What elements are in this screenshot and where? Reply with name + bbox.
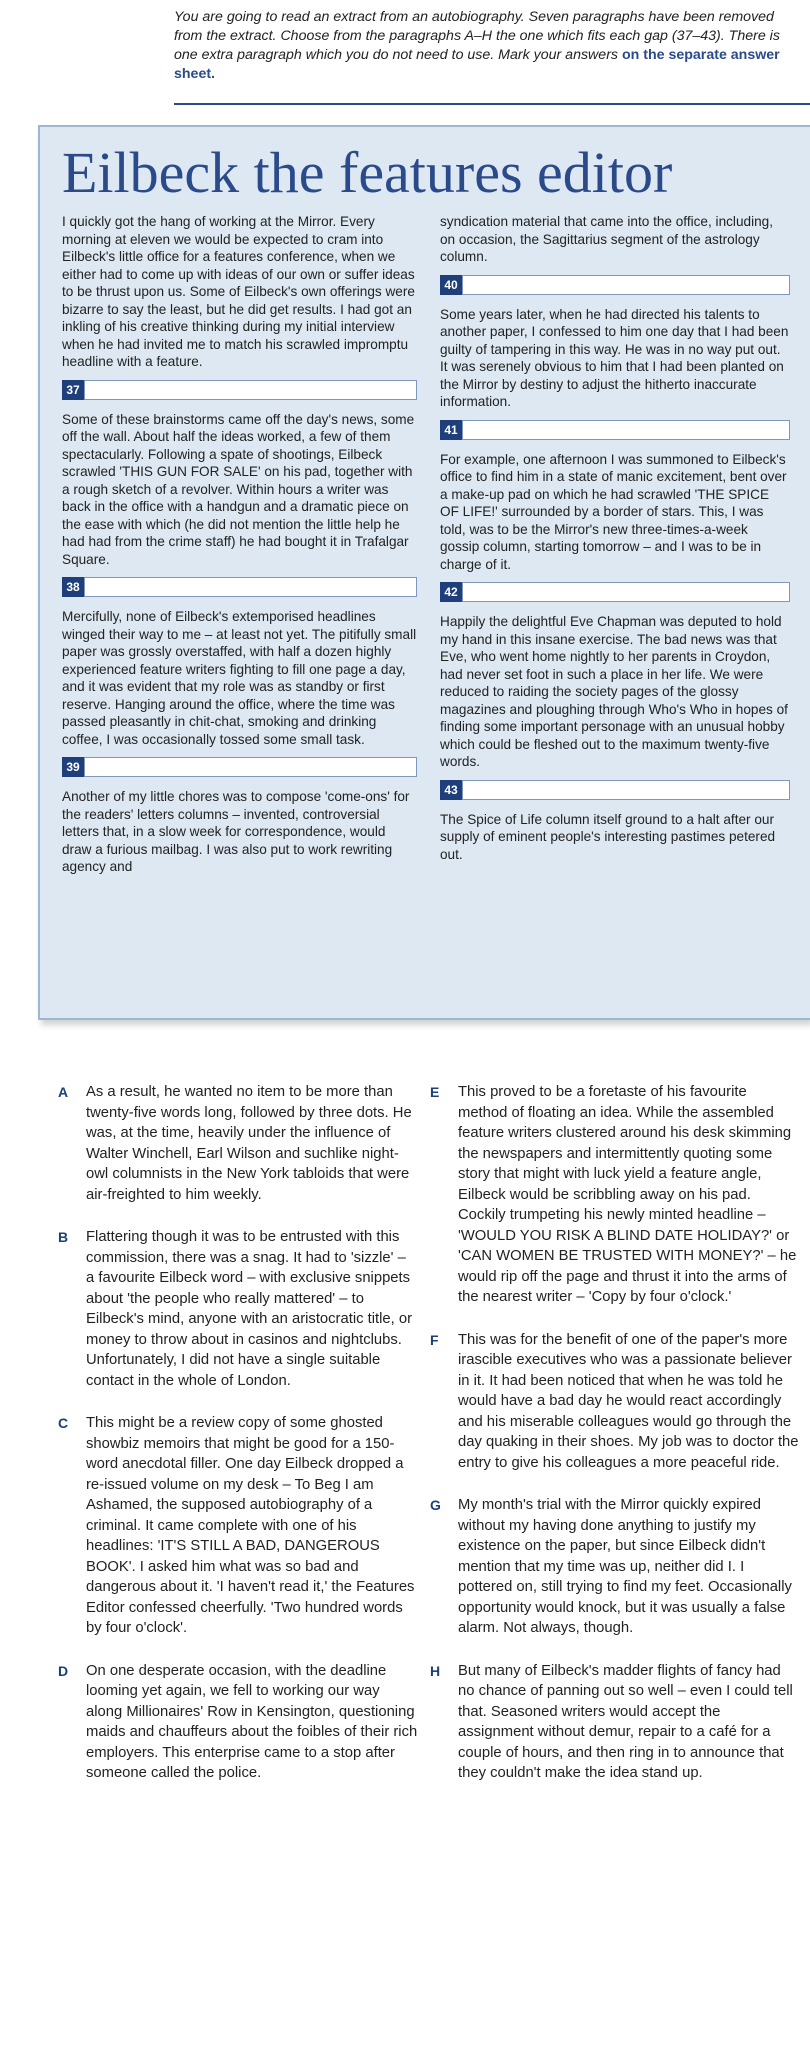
option-text: But many of Eilbeck's madder flights of fancy had no chance of panning out so well – even I could tell that. Seasoned writers would accept the assignment without demur, repair to a café for a couple of hours, and then ring in to announce that they couldn't make the idea stand up. [458, 1662, 793, 1781]
option-e [430, 1082, 800, 1308]
gap-answer-box[interactable] [84, 577, 417, 597]
gap-answer-box[interactable] [462, 582, 790, 602]
option-h [430, 1661, 800, 1784]
gap-number: 41 [440, 420, 462, 440]
gap-number: 39 [62, 757, 84, 777]
answer-sheet-note: on the separate answer sheet. [174, 47, 780, 82]
instructions-divider [174, 103, 810, 105]
gap-37[interactable] [62, 380, 417, 400]
task-instructions [174, 8, 804, 84]
article-paragraph: Happily the delightful Eve Chapman was deputed to hold my hand in this insane exercise. The bad news was that Eve, who went home nightly to her parents in Croydon, had never set foot in such a place in her life. We were reduced to raiding the society pages of the glossy magazines and ploughing through Who's Who in hopes of finding some important personage with an unusual hobby which could be fleshed out to the maximum twenty-five words. [440, 614, 788, 769]
option-letter: A [58, 1084, 69, 1100]
article-paragraph: Some years later, when he had directed his talents to another paper, I confessed to him one day that I had been guilty of tampering in this way. He was in no way put out. It was serenely obvious to him that I had been planted on the Mirror by destiny to adjust the hitherto inaccurate information. [440, 306, 789, 409]
option-f [430, 1330, 800, 1474]
gap-answer-box[interactable] [462, 420, 790, 440]
option-text: This proved to be a foretaste of his favourite method of floating an idea. While the assembled feature writers clustered around his desk skimming the newspapers and intermittently quoting some story that might with luck yield a feature angle, Eilbeck would be scribbling away on his pad. Cockily trumpeting his newly minted headline – 'WOULD YOU RISK A BLIND DATE HOLIDAY?' or 'CAN WOMEN BE TRUSTED WITH MONEY?' – he would rip off the page and thrust it into the arms of the nearest writer – 'Copy by four o'clock.' [458, 1084, 797, 1305]
option-text: Flattering though it was to be entrusted with this commission, there was a snag. It had to 'sizzle' – a favourite Eilbeck word – with exclusive snippets about 'the people who really mattered' – to Eilbeck's mind, anyone with an aristocratic title, or money to throw about in casinos and nightclubs. Unfortunately, I did not have a single suitable contact in the whole of London. [86, 1229, 413, 1389]
gap-number: 38 [62, 577, 84, 597]
option-letter: H [430, 1662, 441, 1679]
gap-number: 37 [62, 380, 84, 400]
article-panel [38, 125, 810, 1020]
gap-answer-box[interactable] [462, 780, 790, 800]
gap-answer-box[interactable] [84, 757, 417, 777]
option-text: My month's trial with the Mirror quickly expired without my having done anything to justify my existence on the paper, but since Eilbeck didn't mention that my time was up, neither did I. I pottered on, still trying to find my feet. Occasionally opportunity would knock, but it was usually a false alarm. Not always, though. [458, 1497, 792, 1636]
option-d [58, 1661, 418, 1784]
options-right-column [430, 1082, 800, 1806]
gap-41[interactable] [440, 420, 790, 440]
gap-number: 40 [440, 275, 462, 295]
article-paragraph: Some of these brainstorms came off the day's news, some off the wall. About half the ideas worked, a few of them spectacularly. Following a spate of shootings, Eilbeck scrawled 'THIS GUN FOR SALE' on his pad, together with a rough sketch of a revolver. Within hours a writer was back in the office with a handgun and a dramatic piece on the ease with which (he did not mention the little help he had had from the crime staff) he had bought it in Trafalgar Square. [62, 411, 415, 567]
gap-answer-box[interactable] [84, 380, 417, 400]
gap-43[interactable] [440, 780, 790, 800]
gap-42[interactable] [440, 582, 790, 602]
option-text: This was for the benefit of one of the paper's more irascible executives who was a passionate believer in it. It had been noticed that when he was told he would have a bad day he would react accordingly and his miserable colleagues would go through the day quaking in their shoes. My job was to doctor the entry to give his colleagues a more peaceful ride. [458, 1331, 799, 1471]
option-text: As a result, he wanted no item to be more than twenty-five words long, followed by three dots. He was, at the time, heavily under the influence of Walter Winchell, Earl Wilson and suchlike night-owl columnists in the New York tabloids that were air-freighted to him weekly. [86, 1084, 412, 1203]
article-paragraph: Mercifully, none of Eilbeck's extemporised headlines winged their way to me – at least not yet. The pitifully small paper was grossly overstaffed, with half a dozen highly experienced feature writers fighting to fill one page a day, and it was evident that my role was as standby or first reserve. Hanging around the office, where the time was passed pleasantly in chit-chat, smoking and drinking coffee, I was occasionally tossed some small task. [62, 609, 417, 747]
option-c [58, 1413, 418, 1639]
option-letter: B [58, 1229, 69, 1245]
options-left-column [58, 1082, 418, 1806]
article-paragraph: The Spice of Life column itself ground to a halt after our supply of eminent people's interesting pastimes petered out. [440, 811, 776, 862]
option-b [58, 1227, 418, 1391]
option-letter: F [430, 1331, 439, 1348]
gap-number: 43 [440, 780, 462, 800]
option-letter: G [430, 1497, 441, 1513]
option-text: On one desperate occasion, with the deadline looming yet again, we fell to working our way along Millionaires' Row in Kensington, questioning maids and chauffeurs about the foibles of their rich employers. This enterprise came to a stop after someone called the police. [86, 1662, 418, 1781]
article-paragraph: Another of my little chores was to compose 'come-ons' for the readers' letters columns – invented, controversial letters that, in a slow week for correspondence, would draw a furious mailbag. I was also put to work rewriting agency and [62, 789, 410, 874]
option-a [58, 1082, 418, 1205]
article-paragraph: syndication material that came into the office, including, on occasion, the Sagittarius segment of the astrology column. [440, 214, 773, 264]
gap-38[interactable] [62, 577, 417, 597]
gap-40[interactable] [440, 275, 790, 295]
option-letter: C [58, 1415, 69, 1431]
option-letter: E [430, 1084, 440, 1100]
option-text: This might be a review copy of some ghosted showbiz memoirs that might be good for a 150-word anecdotal filler. One day Eilbeck dropped a re-issued volume on my desk – To Beg I am Ashamed, the supposed autobiography of a criminal. It came complete with one of his headlines: 'IT'S STILL A BAD, DANGEROUS BOOK'. I asked him what was so bad and dangerous about it. 'I haven't read it,' the Features Editor confessed cheerfully. 'Two hundred words by four o'clock'. [86, 1415, 415, 1636]
gap-39[interactable] [62, 757, 417, 777]
article-left-column [62, 213, 417, 876]
article-paragraph: For example, one afternoon I was summoned to Eilbeck's office to find him in a state of manic excitement, bent over a make-up pad on which he had scrawled 'THE SPICE OF LIFE!' surrounded by a border of stars. This, I was told, was to be the Mirror's new three-times-a-week gossip column, starting tomorrow – and I was to be in charge of it. [440, 451, 787, 572]
article-paragraph: I quickly got the hang of working at the Mirror. Every morning at eleven we would be expected to cram into Eilbeck's little office for a features conference, when we either had to come up with ideas of our own or suffer ideas to be thrust upon us. Some of Eilbeck's own offerings were bizarre to say the least, but he did get results. I had got an inkling of his creative thinking during my initial interview when he had invited me to match his scrawled impromptu headline with a feature. [62, 214, 415, 369]
option-letter: D [58, 1662, 69, 1679]
article-title: Eilbeck the features editor [62, 140, 673, 205]
gap-answer-box[interactable] [462, 275, 790, 295]
article-right-column [440, 213, 790, 863]
option-g [430, 1495, 800, 1639]
instructions-text: You are going to read an extract from an autobiography. Seven paragraphs have been removed from the extract. Choose from the paragraphs A–H the one which fits each gap (37–43). There is one extra paragraph which you do not need to use. Mark your answers [174, 9, 780, 63]
gap-number: 42 [440, 582, 462, 602]
